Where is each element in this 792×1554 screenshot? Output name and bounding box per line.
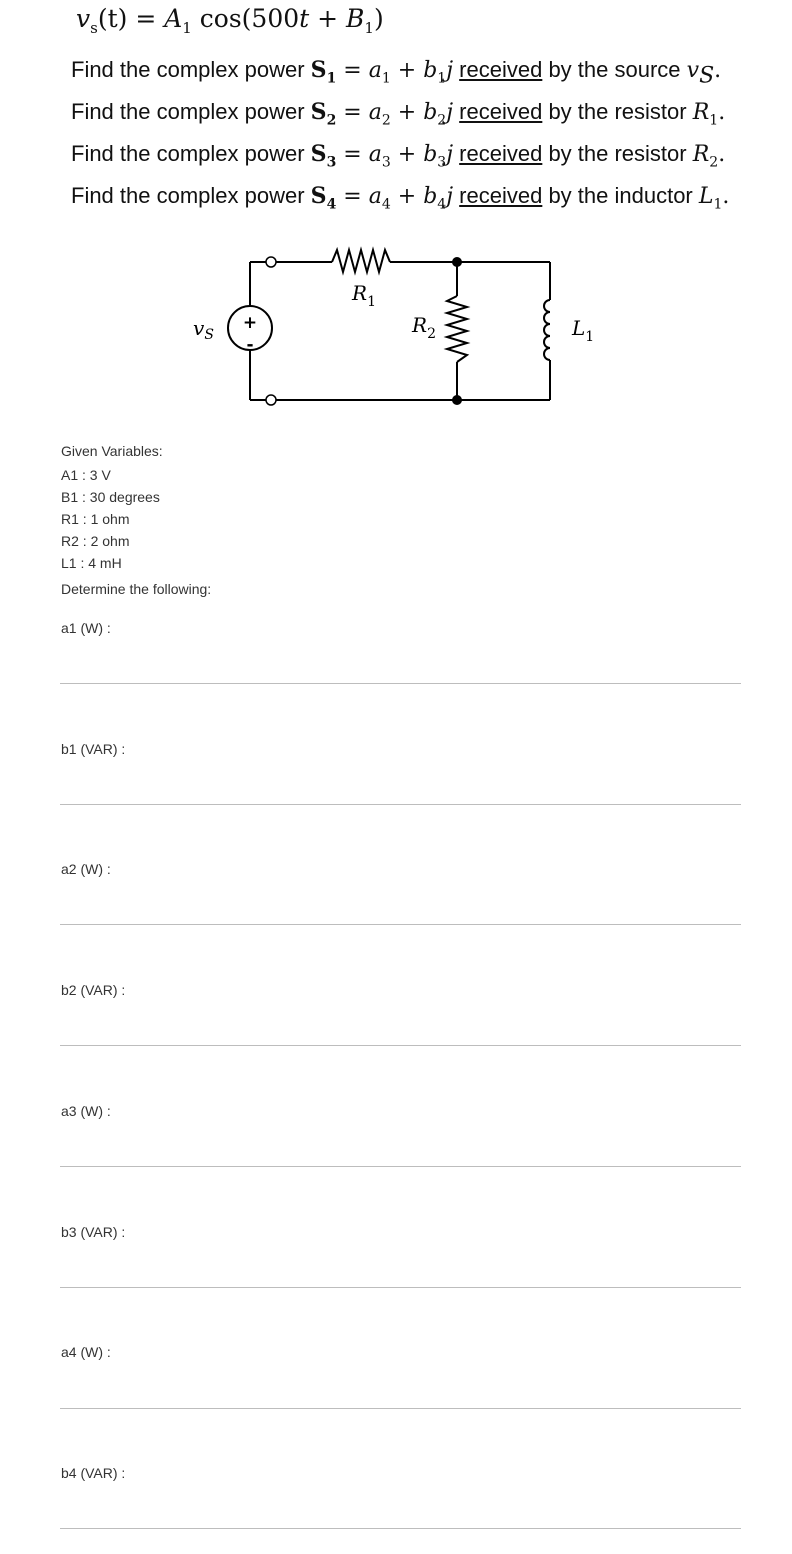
real-part: a — [368, 58, 382, 83]
inductor-l1 — [544, 300, 550, 360]
real-part: a — [368, 142, 382, 167]
find-line-2 — [71, 99, 725, 128]
answer-label-b3: b3 (VAR) : — [61, 1224, 126, 1240]
imag-index: 1 — [437, 70, 447, 87]
source-plus: + — [242, 313, 258, 333]
target-sub: 2 — [709, 154, 719, 171]
answer-input-a2[interactable] — [60, 900, 741, 925]
power-symbol: S — [310, 141, 327, 167]
eq-amp: A — [164, 4, 183, 33]
label-vs-main: v — [193, 316, 205, 340]
junction-top — [452, 257, 462, 267]
label-l1-sub: 1 — [585, 329, 595, 345]
source-equation — [76, 4, 384, 37]
given-item: R1 : 1 ohm — [61, 511, 130, 527]
power-symbol: S — [310, 57, 327, 83]
imag-index: 4 — [437, 196, 447, 213]
terminal-top — [266, 257, 276, 267]
period: . — [714, 58, 722, 83]
period: . — [722, 184, 730, 209]
eq-arg: (t) = — [97, 4, 165, 33]
power-symbol: S — [310, 183, 327, 209]
target-sub: 1 — [709, 112, 719, 129]
plus-sign: + — [390, 142, 424, 167]
eq-plus: + — [309, 4, 347, 33]
period: . — [718, 142, 726, 167]
eq-phase-sub: 1 — [364, 19, 374, 37]
received-word: received — [459, 141, 543, 166]
power-symbol: S — [310, 99, 327, 125]
j-unit: j — [446, 100, 454, 125]
answer-input-a1[interactable] — [60, 659, 741, 684]
label-vs — [193, 316, 214, 343]
real-index: 3 — [381, 154, 391, 171]
target-sub: S — [699, 63, 715, 89]
real-part: a — [368, 184, 382, 209]
answer-input-a4[interactable] — [60, 1384, 741, 1409]
label-r2 — [411, 313, 436, 342]
label-l1-main: L — [572, 316, 586, 340]
resistor-r1 — [332, 250, 390, 272]
label-r1-main: R — [352, 281, 368, 305]
equals-sign: = — [336, 184, 369, 209]
eq-t: t — [299, 4, 310, 33]
period: . — [718, 100, 726, 125]
label-r2-sub: 2 — [427, 326, 436, 342]
source-minus: - — [246, 335, 254, 355]
find-middle: by the resistor — [542, 141, 693, 166]
answer-label-b2: b2 (VAR) : — [61, 982, 126, 998]
plus-sign: + — [390, 100, 424, 125]
power-index: 2 — [326, 112, 337, 129]
label-vs-sub: S — [204, 327, 214, 343]
answer-label-a1: a1 (W) : — [61, 620, 111, 636]
find-line-3 — [71, 141, 725, 170]
real-part: a — [368, 100, 382, 125]
plus-sign: + — [390, 184, 424, 209]
given-item: A1 : 3 V — [61, 467, 111, 483]
equals-sign: = — [336, 142, 369, 167]
find-middle: by the resistor — [542, 99, 693, 124]
find-middle: by the source — [542, 57, 687, 82]
find-prefix: Find the complex power — [71, 99, 311, 124]
label-r1-sub: 1 — [367, 294, 376, 310]
answer-input-b3[interactable] — [60, 1263, 741, 1288]
junction-bottom — [452, 395, 462, 405]
real-index: 2 — [381, 112, 391, 129]
target-sub: 1 — [713, 196, 723, 213]
real-index: 4 — [381, 196, 391, 213]
eq-amp-sub: 1 — [182, 19, 192, 37]
given-heading: Given Variables: — [61, 443, 163, 459]
given-item: B1 : 30 degrees — [61, 489, 160, 505]
answer-input-b1[interactable] — [60, 780, 741, 805]
target-symbol: L — [698, 184, 714, 209]
find-prefix: Find the complex power — [71, 141, 311, 166]
imag-part: b — [423, 100, 438, 125]
power-index: 4 — [326, 196, 337, 213]
j-unit: j — [446, 184, 454, 209]
answer-label-a4: a4 (W) : — [61, 1344, 111, 1360]
answer-label-b1: b1 (VAR) : — [61, 741, 126, 757]
power-index: 3 — [326, 154, 337, 171]
answer-label-a3: a3 (W) : — [61, 1103, 111, 1119]
answer-input-b4[interactable] — [60, 1504, 741, 1529]
target-symbol: R — [692, 100, 710, 125]
j-unit: j — [446, 142, 454, 167]
equals-sign: = — [336, 100, 369, 125]
real-index: 1 — [381, 70, 391, 87]
imag-part: b — [423, 58, 438, 83]
answer-label-a2: a2 (W) : — [61, 861, 111, 877]
answer-input-a3[interactable] — [60, 1142, 741, 1167]
imag-part: b — [423, 184, 438, 209]
j-unit: j — [446, 58, 454, 83]
find-prefix: Find the complex power — [71, 57, 311, 82]
terminal-bottom — [266, 395, 276, 405]
target-symbol: v — [686, 58, 700, 83]
resistor-r2 — [447, 296, 467, 362]
label-r1 — [351, 281, 376, 310]
received-word: received — [459, 183, 543, 208]
plus-sign: + — [390, 58, 424, 83]
eq-func: cos(500 — [191, 4, 300, 33]
find-line-4 — [71, 183, 729, 212]
circuit-diagram — [180, 240, 620, 420]
determine-heading: Determine the following: — [61, 581, 212, 597]
find-prefix: Find the complex power — [71, 183, 311, 208]
answer-label-b4: b4 (VAR) : — [61, 1465, 126, 1481]
label-r2-main: R — [412, 313, 428, 337]
imag-index: 2 — [437, 112, 447, 129]
eq-v-sub: s — [90, 19, 98, 37]
given-item: L1 : 4 mH — [61, 555, 122, 571]
imag-part: b — [423, 142, 438, 167]
received-word: received — [459, 57, 543, 82]
label-l1 — [571, 316, 594, 345]
power-index: 1 — [326, 70, 337, 87]
given-item: R2 : 2 ohm — [61, 533, 130, 549]
eq-close: ) — [373, 4, 384, 33]
eq-phase: B — [346, 4, 365, 33]
equals-sign: = — [336, 58, 369, 83]
received-word: received — [459, 99, 543, 124]
find-middle: by the inductor — [542, 183, 699, 208]
answer-input-b2[interactable] — [60, 1021, 741, 1046]
imag-index: 3 — [437, 154, 447, 171]
eq-v: v — [76, 4, 91, 33]
find-line-1 — [71, 57, 721, 88]
target-symbol: R — [692, 142, 710, 167]
